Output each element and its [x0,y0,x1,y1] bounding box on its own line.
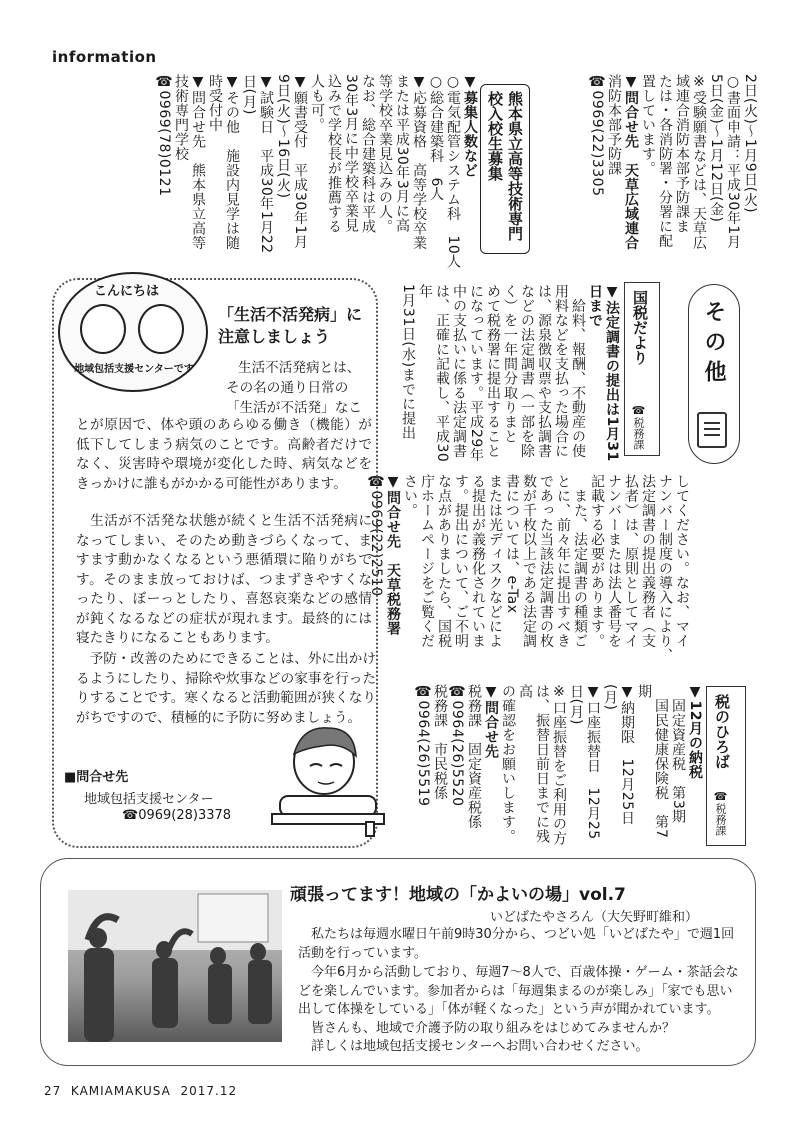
text-line: 庁ホームページをご覧くだ [419,474,435,648]
text-line: 人も可。 [309,74,325,132]
text-line: 給料、報酬、不動産の使 [570,284,586,458]
health-title-line1: 「生活不活発病」に [218,305,363,324]
text-line: 消防本部予防課 [606,74,622,176]
title-line: 熊本県立高等技術専門 [506,91,524,241]
text-line: ☎0964(26)5519 [415,684,431,807]
badge-greeting: こんにちは [94,284,160,299]
text-line: また、法定調書の種類ご [572,474,588,648]
health-p2: 生活が不活発な状態が続くと生活不活発病になってしまい、そのため動きづらくなって、ますます動かなくなるという悪循環に陥りがちです。そのまま放っておけば、つまずきやすくなったり、ぼーっとしたり、喜怒哀楽などの感情が鈍くなるなどの症状が現れます。最終的には寝たきりになることもあります。 [76,513,372,646]
phone-icon: ☎ [632,404,645,417]
text-line: ☎0969(22)3305 [589,74,605,197]
health-contact-tel: ☎0969(28)3378 [122,808,232,823]
document-icon [697,412,727,448]
text-line: 技術専門学校 [173,74,189,161]
text-line: 書については、e-Tax [504,474,520,614]
tech-school-column [156,74,478,286]
text-line: の確認をお願いします。 [500,684,516,844]
text-line: 1月31日(水)までに提出 [400,284,416,441]
text-line: ☎0969(22)2510 [368,474,384,597]
other-section-label: その他 [701,300,726,390]
text-line: 9日(火)〜16日(火) [275,74,291,199]
kokuzei-column-a [400,284,620,474]
kayoi-p4: 詳しくは地域包括支援センターへお問い合わせください。 [298,1039,649,1054]
text-line: は、振替日前日までに残高 [517,684,550,844]
text-line: 数が千枚以上である法定調 [521,474,537,648]
text-line: ○書面申請：平成30年1月 [725,74,741,250]
text-line: 時受付中 [207,74,223,132]
kayoi-p3: 皆さんも、地域で介護予防の取り組みをはじめてみませんか？ [298,1021,676,1036]
kokuzei-column-b [368,474,690,674]
text-line: ▼願書受付 平成30年1月 [292,74,308,250]
text-line: ▼問合せ先 天草税務署 [385,474,401,636]
text-line: になっています。平成29年 [468,284,484,463]
health-p1-line3: 「生活が不活発」なこ [226,400,362,416]
staff-face-right [138,304,184,354]
text-line: ▼問合せ先 [483,684,499,759]
kokuzei-dept [630,404,646,450]
center-badge [58,272,208,392]
text-line: 置しています。 [640,74,656,176]
text-line: などの法定調書（一部を除 [519,284,535,458]
text-line: 5日(金)〜1月12日(金) [708,74,724,223]
text-line: ▼12月の納税 [687,684,703,779]
zei-dept [712,790,728,836]
dept-label: 税務課 [632,417,645,450]
text-line: 等学校卒業見込みの人。 [377,74,393,234]
text-line: 域連合消防本部予防課ま [674,74,690,234]
text-line: 税務課 固定資産税係 [466,684,482,829]
text-line: 法定調書の提出義務者（支 [640,474,656,648]
kayoi-p2: 今年6月から活動しており、毎週7〜8人で、百歳体操・ゲーム・茶話会などを楽しんでいます。参加者からは「毎週集まるのが楽しみ」「家でも思い出して体操をしている」「体が軽くなった」という声が聞かれています。 [298,965,739,1017]
text-line: 2日(火)〜1月9日(火) [742,74,758,214]
text-line: ※口座振替をご利用の方 [551,684,567,846]
text-line: ▼応募資格 高等学校卒業 [411,74,427,250]
text-line: は、正確に記載し、平成30年 [417,284,450,463]
badge-arc-text: 地域包括支援センターです [74,364,194,375]
kokuzei-title: 国税だより [631,290,649,365]
publication-name: KAMIAMAKUSA [70,1084,171,1098]
text-line: る提出が義務化されていま [470,474,486,648]
text-line: 用料などを支払った場合に [553,284,569,458]
text-line: であった当該法定調書の枚 [538,474,554,648]
text-line: ▼口座振替日 12月25日(月) [568,684,601,840]
text-line: な点がありましたら、国税 [436,474,452,648]
text-line: ※受験願書などは、天草広 [691,74,707,250]
text-line: 国民健康保険税 第7期 [636,684,669,839]
exercise-photo [68,890,282,1042]
text-line: ナンバー制度の導入により、 [657,474,673,663]
text-line: ▼法定調書の提出は1月31 [604,284,620,462]
resting-person-illustration [272,708,384,836]
health-p1-line1: 生活不活発病とは、 [238,360,361,376]
text-line: または光ディスクなどによ [487,474,503,648]
zei-column [415,684,703,849]
text-line: ▼問合せ先 熊本県立高等 [190,74,206,250]
text-line: く）を一年間分取りまと [502,284,518,444]
title-line: 校入校生募集 [486,91,504,181]
text-line: ▼その他 施設内見学は随 [224,74,240,250]
section-header: information [52,48,157,66]
kayoi-subtitle: いどばたやさろん（大矢野町維和） [490,910,699,925]
text-line: ○総合建築科 6人 [428,74,444,202]
text-line: ☎0969(78)0121 [156,74,172,197]
health-p1-line2: その名の通り日常の [226,380,349,396]
text-line: ▼募集人数など [462,74,478,178]
health-p3: 予防・改善のためにできることは、外に出かけるようにしたり、掃除や炊事などの家事を行ったりすることです。寒くなると活動範囲が狭くなりがちですので、積極的に予防に努めましょう。 [76,651,376,726]
text-line: す。提出について、ご不明 [453,474,469,648]
text-line: とに、前々年に提出すべき [555,474,571,648]
health-contact-name: 地域包括支援センター [84,792,214,807]
dept-label: 税務課 [714,803,727,836]
zei-title: 税のひろば [713,694,731,769]
text-line: ☎0964(26)5520 [449,684,465,807]
text-line: または平成30年3月に高 [394,74,410,233]
text-line: 払者）は、原則としてマイ [623,474,639,648]
fire-exam-column [548,74,758,286]
text-line: ○電気配管システム科 10人 [445,74,461,269]
text-line: さい。 [402,474,418,518]
kayoi-title: 頑張ってます！地域の「かよいの場」vol.7 [290,885,626,905]
text-line: 記載する必要があります。 [589,474,605,648]
text-line: 中の支払いに係る法定調書 [451,284,467,458]
health-p1-rest: とが原因で、体や頭のあらゆる働き（機能）が低下してしまう病気のことです。高齢者だけでなく、災害時や環境が変化した時、病気などをきっかけに誰もがかかる可能性があります。 [76,417,372,492]
text-line: めて税務署に提出すること [485,284,501,458]
kayoi-p1: 私たちは毎週水曜日午前9時30分から、つどい処「いどばたや」で週1回活動を行っています。 [298,927,735,961]
text-line: ▼納期限 12月25日(月) [602,684,635,826]
text-line: なお、総合建築科は平成 [360,74,376,234]
page-footer [44,1084,237,1098]
text-line: 込みで学校長が推薦する [326,74,342,234]
text-line: してください。なお、マイ [674,474,690,648]
text-line: は、源泉徴収票や支払調書 [536,284,552,458]
text-line: たは・各消防署・分署に配 [657,74,673,248]
staff-face-left [80,304,126,354]
text-line: 固定資産税 第3期 [670,684,686,824]
text-line: 日(月) [241,74,257,115]
page-number: 27 [44,1084,62,1098]
issue-date: 2017.12 [180,1084,238,1098]
text-line: ナンバーまたは法人番号を [606,474,622,648]
tech-school-title [480,84,530,254]
photo-people-silhouettes [68,890,282,1042]
text-line: 30年3月に中学校卒業見 [343,74,359,233]
phone-icon: ☎ [714,790,727,803]
text-line: 税務課 市民税係 [432,684,448,800]
health-contact-heading: ■問合せ先 [64,770,129,785]
text-line: ▼問合せ先 天草広域連合 [623,74,639,250]
text-line: 日まで [587,284,603,328]
text-line: ▼試験日 平成30年1月22 [258,74,274,254]
health-title-line2: 注意しましょう [218,327,331,346]
